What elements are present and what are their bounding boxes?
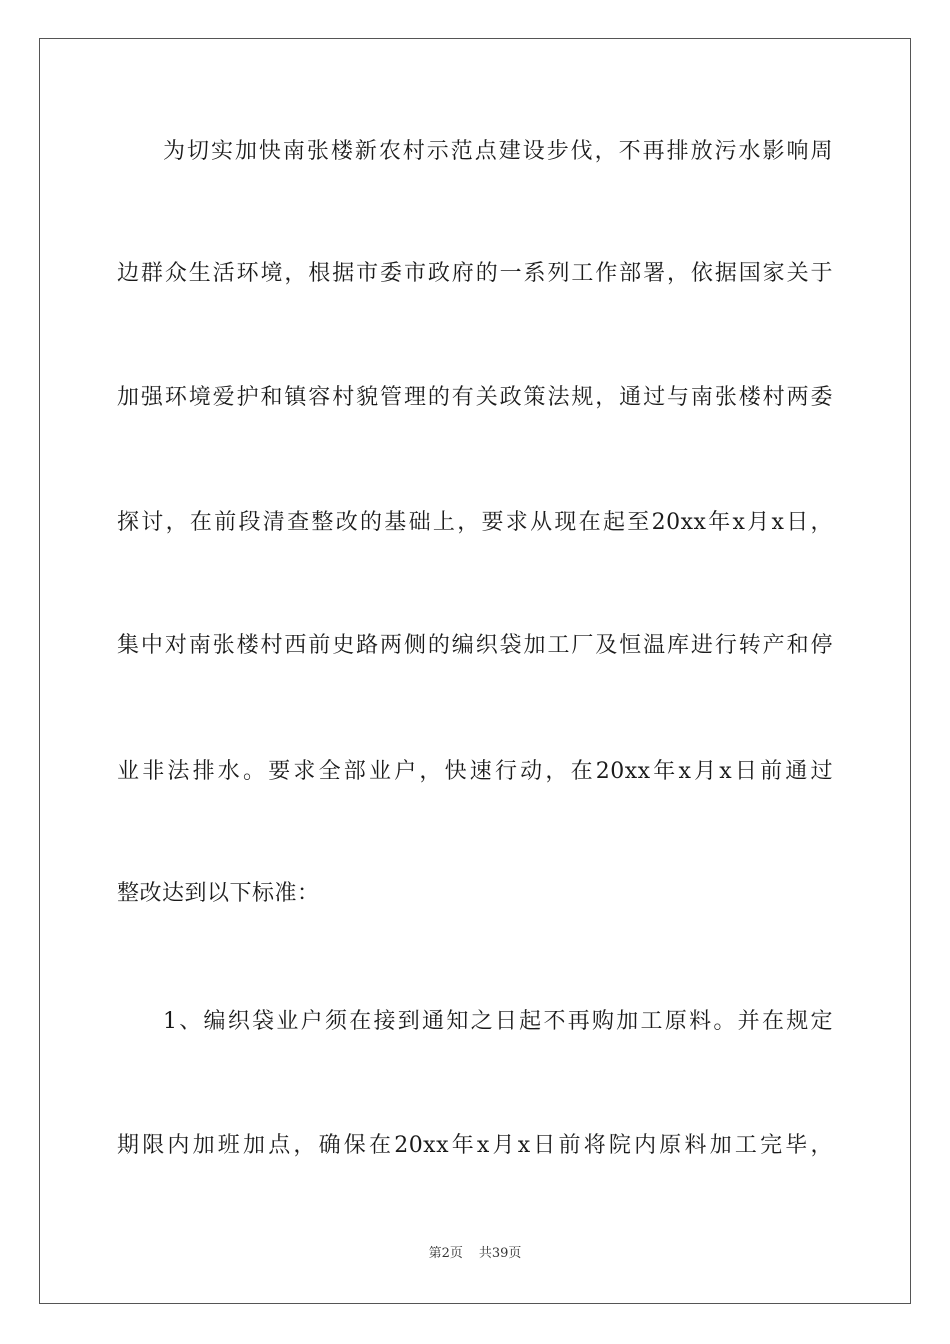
paragraph-1-line-7: 整改达到以下标准： [117, 881, 320, 906]
paragraph-2-line-1: 1、编织袋业户须在接到通知之日起不再购加工原料。并在规定 [163, 1009, 833, 1034]
paragraph-1-line-5: 集中对南张楼村西前史路两侧的编织袋加工厂及恒温库进行转产和停 [117, 633, 833, 658]
paragraph-1-line-6: 业非法排水。要求全部业户，快速行动，在20xx年x月x日前通过 [117, 759, 833, 784]
paragraph-1-line-2: 边群众生活环境，根据市委市政府的一系列工作部署，依据国家关于 [117, 261, 833, 286]
page-total: 共39页 [478, 1246, 522, 1261]
page-number: 第2页 [428, 1246, 463, 1261]
page-frame [39, 38, 911, 1304]
page-footer [0, 1245, 950, 1263]
paragraph-1-line-1: 为切实加快南张楼新农村示范点建设步伐，不再排放污水影响周 [163, 139, 833, 164]
paragraph-1-line-3: 加强环境爱护和镇容村貌管理的有关政策法规，通过与南张楼村两委 [117, 385, 833, 410]
paragraph-2-line-2: 期限内加班加点，确保在20xx年x月x日前将院内原料加工完毕， [117, 1133, 833, 1158]
paragraph-1-line-4: 探讨，在前段清查整改的基础上，要求从现在起至20xx年x月x日， [117, 510, 833, 535]
